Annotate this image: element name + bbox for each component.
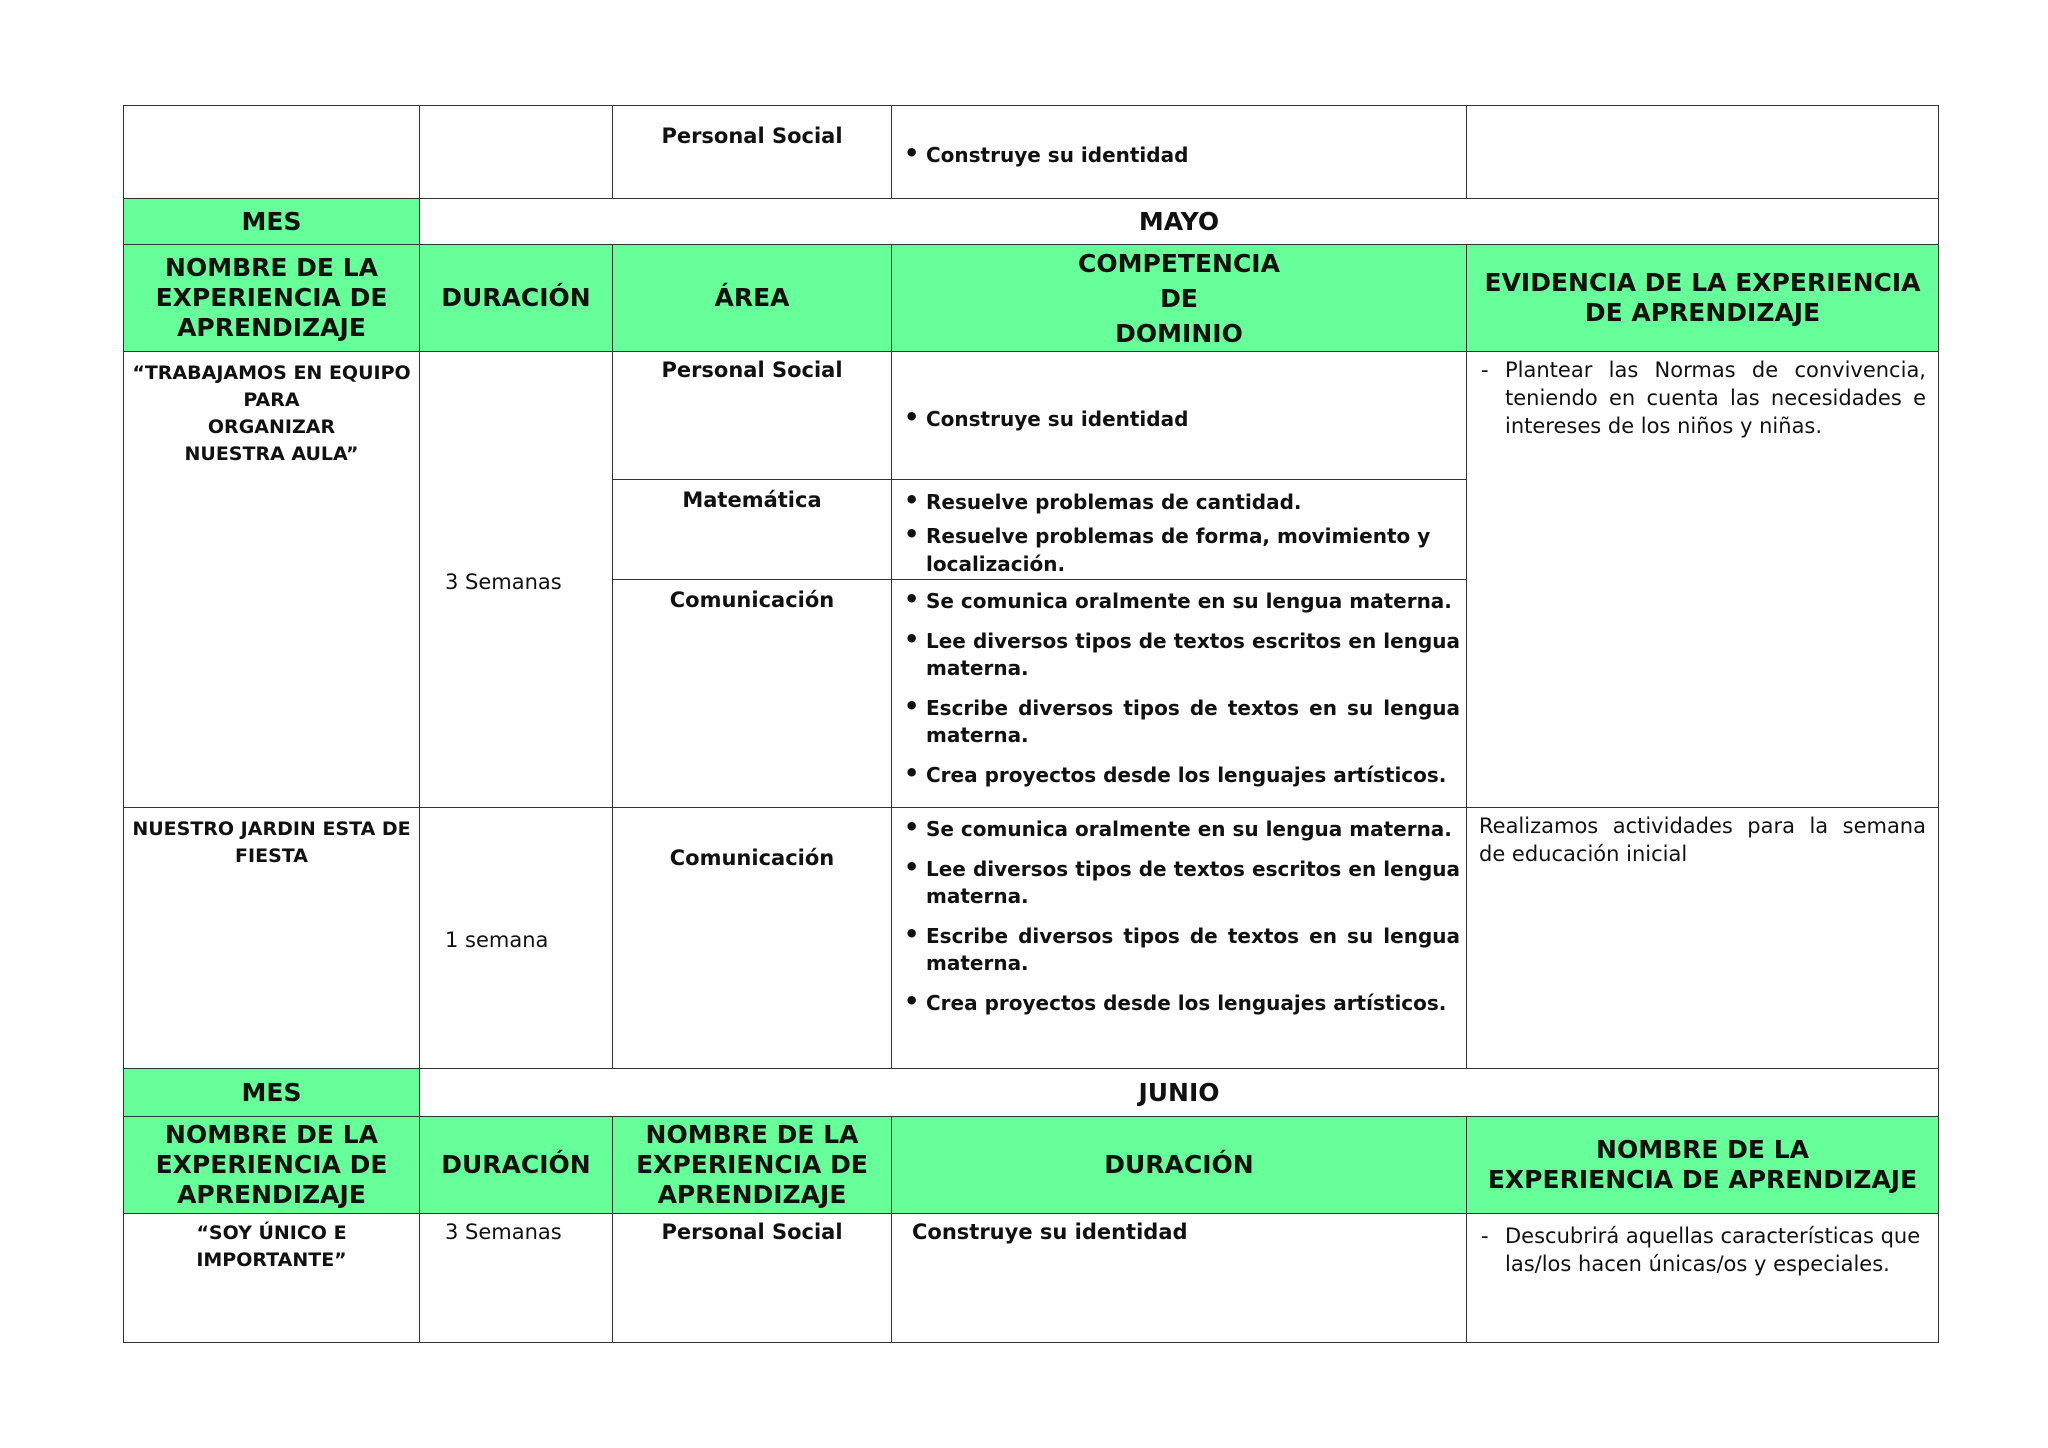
prev-area-cell	[612, 105, 892, 199]
prev-evidence-cell	[1466, 105, 1939, 199]
exp2-name-cell: NUESTRO JARDIN ESTA DE FIESTA	[123, 807, 420, 1069]
exp1-area-comunicacion: Comunicación	[612, 579, 892, 808]
competencia-item: • Resuelve problemas de forma, movimiento y localización.	[926, 522, 1460, 578]
header-nombre: NOMBRE DE LA EXPERIENCIA DE APRENDIZAJE	[123, 244, 420, 352]
junio-exp1-area-cell: Personal Social	[612, 1213, 892, 1343]
mes-value-junio: JUNIO	[419, 1068, 1939, 1117]
exp1-name-cell: “TRABAJAMOS EN EQUIPO PARA ORGANIZAR NUESTRA AULA”	[123, 351, 420, 808]
exp2-comp-comunicacion	[891, 807, 1467, 1069]
prev-competencia-cell	[891, 105, 1467, 199]
exp2-area-comunicacion: Comunicación	[612, 807, 892, 1069]
area-label: Personal Social	[661, 124, 843, 148]
header-junio-col5: NOMBRE DE LA EXPERIENCIA DE APRENDIZAJE	[1466, 1116, 1939, 1214]
competencia-item: • Se comunica oralmente en su lengua materna.	[926, 816, 1460, 843]
junio-exp1-duration-cell: 3 Semanas	[419, 1213, 613, 1343]
header-evidencia: EVIDENCIA DE LA EXPERIENCIA DE APRENDIZAJE	[1466, 244, 1939, 352]
mes-label-mayo: MES	[123, 198, 420, 245]
header-junio-col4: DURACIÓN	[891, 1116, 1467, 1214]
exp2-duration-cell: 1 semana	[419, 807, 613, 1069]
exp1-comp-comunicacion	[891, 579, 1467, 808]
evidence-text: Descubrirá aquellas características que las/los hacen únicas/os y especiales.	[1505, 1224, 1921, 1276]
competencia-item: • Escribe diversos tipos de textos en su lengua materna.	[926, 695, 1460, 749]
exp1-comp-matematica	[891, 479, 1467, 580]
exp1-area-personal: Personal Social	[612, 351, 892, 480]
header-junio-col3: NOMBRE DE LA EXPERIENCIA DE APRENDIZAJE	[612, 1116, 892, 1214]
junio-exp1-evidence-cell: - Descubrirá aquellas características que las/los hacen únicas/os y especiales.	[1466, 1213, 1939, 1343]
evidence-text: Plantear las Normas de convivencia, teniendo en cuenta las necesidades e intereses de los niños y niñas.	[1505, 358, 1926, 438]
mes-value-mayo: MAYO	[419, 198, 1939, 245]
competencia-item: • Se comunica oralmente en su lengua materna.	[926, 588, 1460, 615]
exp1-evidence-cell: - Plantear las Normas de convivencia, teniendo en cuenta las necesidades e intereses de los niños y niñas.	[1466, 351, 1939, 808]
competencia-item: • Lee diversos tipos de textos escritos en lengua materna.	[926, 628, 1460, 682]
competencia-item: • Construye su identidad	[926, 142, 1460, 169]
exp1-duration-cell: 3 Semanas	[419, 351, 613, 808]
junio-exp1-name-cell: “SOY ÚNICO E IMPORTANTE”	[123, 1213, 420, 1343]
header-junio-col2: DURACIÓN	[419, 1116, 613, 1214]
exp2-evidence-cell	[1466, 807, 1939, 1069]
mes-label-junio: MES	[123, 1068, 420, 1117]
header-duracion: DURACIÓN	[419, 244, 613, 352]
competencia-item: • Crea proyectos desde los lenguajes artísticos.	[926, 762, 1460, 789]
exp1-area-matematica: Matemática	[612, 479, 892, 580]
competencia-item: • Construye su identidad	[926, 406, 1460, 433]
competencia-item: • Lee diversos tipos de textos escritos en lengua materna.	[926, 856, 1460, 910]
evidence-text: Realizamos actividades para la semana de educación inicial	[1479, 814, 1926, 866]
junio-exp1-comp-cell: Construye su identidad	[891, 1213, 1467, 1343]
header-area: ÁREA	[612, 244, 892, 352]
competencia-item: • Crea proyectos desde los lenguajes artísticos.	[926, 990, 1460, 1017]
header-junio-col1: NOMBRE DE LA EXPERIENCIA DE APRENDIZAJE	[123, 1116, 420, 1214]
prev-name-cell	[123, 105, 420, 199]
prev-duration-cell	[419, 105, 613, 199]
header-competencia: COMPETENCIA DE DOMINIO	[891, 244, 1467, 352]
competencia-item: • Escribe diversos tipos de textos en su lengua materna.	[926, 923, 1460, 977]
competencia-item: • Resuelve problemas de cantidad.	[926, 488, 1460, 516]
exp1-comp-personal	[891, 351, 1467, 480]
